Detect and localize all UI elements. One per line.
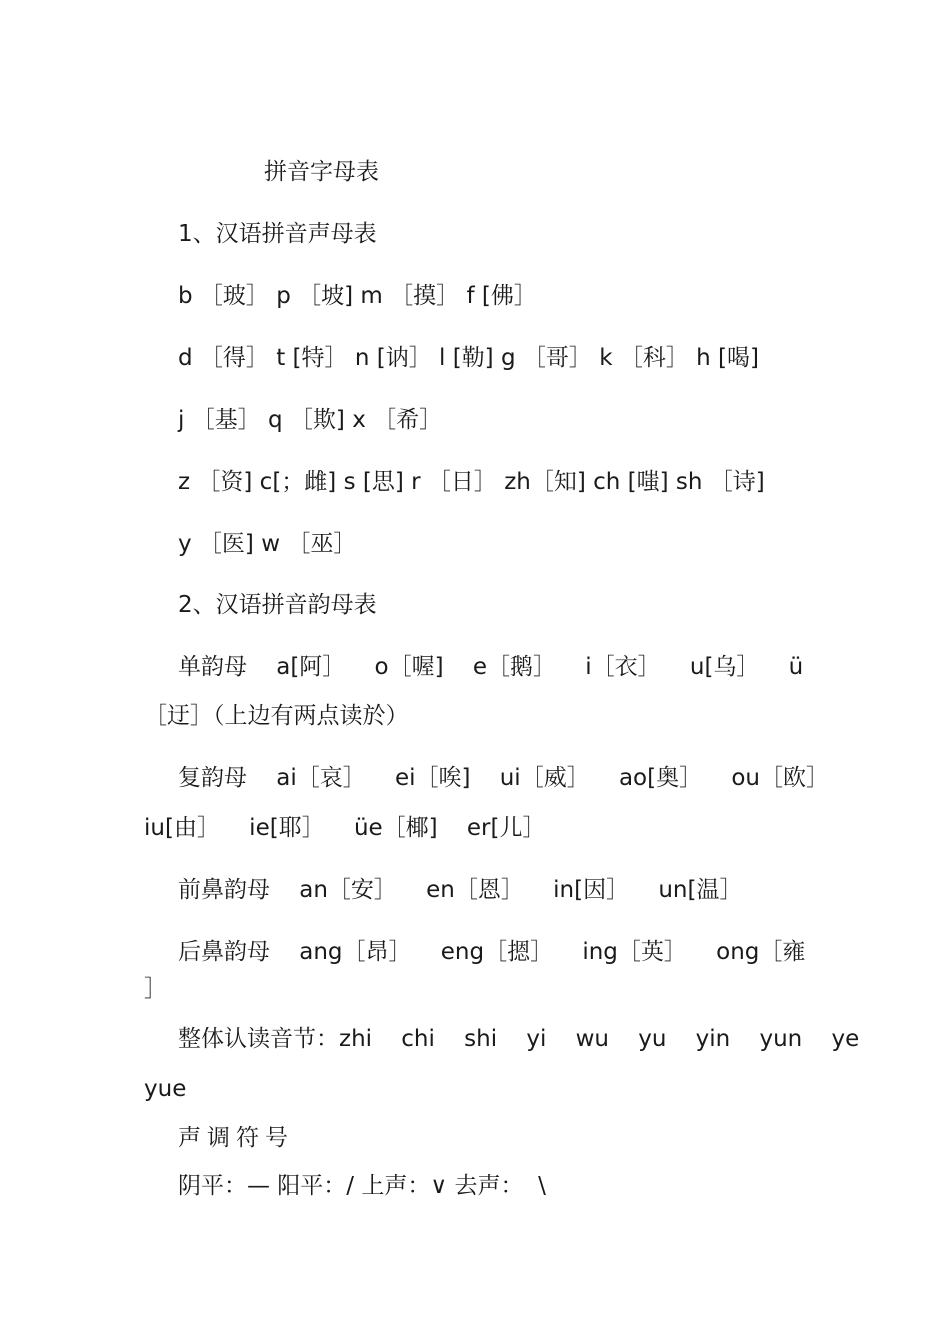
document-title: 拼音字母表 — [264, 159, 379, 185]
compound-finals-line-1: 复韵母 ai［哀］ ei［唉] ui［威］ ao[奥］ ou［欧］ — [178, 765, 829, 791]
simple-finals-line-1: 单韵母 a[阿］ o［喔] e［鹅］ i［衣］ u[乌］ ü — [178, 654, 804, 680]
initials-row-2: d ［得］ t [特］ n [讷］ l [勒] g ［哥］ k ［科］ h [喝] — [178, 345, 759, 371]
initials-row-3: j ［基］ q ［欺] x ［希］ — [178, 407, 443, 433]
simple-finals-line-2: ［迂］（上边有两点读於） — [144, 703, 409, 729]
tone-marks-line: 阴平：— 阳平：/ 上声：∨ 去声： \ — [178, 1173, 546, 1199]
initials-row-4: z ［资] c[；雌] s [思] r ［日］ zh［知] ch [嗤] sh ［诗] — [178, 469, 765, 495]
back-nasal-finals-line-1: 后鼻韵母 ang［昂］ eng［摁］ ing［英］ ong［雍 — [178, 939, 806, 965]
compound-finals-line-2: iu[由］ ie[耶］ üe［椰] er[儿］ — [144, 815, 546, 841]
initials-heading: 1、汉语拼音声母表 — [178, 221, 377, 247]
back-nasal-finals-line-2: ］ — [144, 976, 167, 1002]
whole-syllables-line-1: 整体认读音节：zhi chi shi yi wu yu yin yun ye — [178, 1026, 860, 1052]
finals-heading: 2、汉语拼音韵母表 — [178, 592, 377, 618]
initials-row-5: y ［医] w ［巫］ — [178, 531, 357, 557]
front-nasal-finals: 前鼻韵母 an［安］ en［恩］ in[因］ un[温］ — [178, 877, 743, 903]
tones-heading: 声调符号 — [178, 1125, 294, 1151]
initials-row-1: b ［玻］ p ［坡] m ［摸］ f [佛］ — [178, 283, 537, 309]
whole-syllables-line-2: yue — [144, 1076, 187, 1102]
